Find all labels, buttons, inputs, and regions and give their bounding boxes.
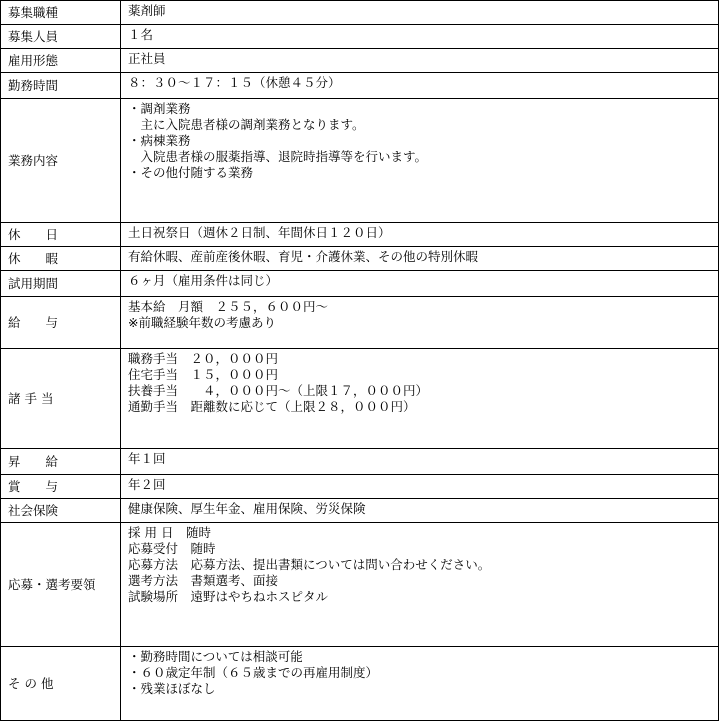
value-line: 試験場所 遠野はやちねホスピタル: [128, 589, 329, 604]
value-line: 扶養手当 ４，０００円～（上限１７，０００円）: [128, 383, 429, 398]
row-label: 社会保険: [1, 499, 121, 523]
value-line: 有給休暇、産前産後休暇、育児・介護休業、その他の特別休暇: [128, 249, 479, 264]
row-working-hours: [1, 73, 719, 99]
row-headcount: [1, 25, 719, 49]
row-holidays: [1, 223, 719, 247]
row-value: [121, 523, 719, 647]
row-label: 応募・選考要領: [1, 523, 121, 647]
row-value: [121, 25, 719, 49]
value-line: ・病棟業務: [128, 133, 191, 148]
value-line: ・その他付随する業務: [128, 165, 254, 180]
value-line: 入院患者様の服薬指導、退院時指導等を行います。: [128, 149, 428, 164]
value-line: 基本給 月額 ２５５，６００円～: [128, 299, 329, 314]
value-line: 選考方法 書類選考、面接: [128, 573, 279, 588]
row-label: 賞 与: [1, 475, 121, 499]
value-line: 応募方法 応募方法、提出書類については問い合わせください。: [128, 557, 491, 572]
row-salary: [1, 297, 719, 349]
value-line: 職務手当 ２０，０００円: [128, 351, 279, 366]
row-value: [121, 271, 719, 297]
row-value: [121, 297, 719, 349]
row-other: [1, 647, 719, 721]
row-label: 募集職種: [1, 1, 121, 25]
row-label: 雇用形態: [1, 49, 121, 73]
row-label: 休 暇: [1, 247, 121, 271]
row-value: [121, 1, 719, 25]
row-label: 募集人員: [1, 25, 121, 49]
row-leave: [1, 247, 719, 271]
value-line: 薬剤師: [128, 3, 166, 18]
value-line: 年１回: [128, 451, 166, 466]
value-line: 主に入院患者様の調剤業務となります。: [128, 117, 365, 132]
row-label: そ の 他: [1, 647, 121, 721]
value-line: 土日祝祭日（週休２日制、年間休日１２０日）: [128, 225, 391, 240]
row-employment-type: [1, 49, 719, 73]
value-line: ※前職経験年数の考慮あり: [128, 315, 276, 330]
row-label: 休 日: [1, 223, 121, 247]
row-social-insurance: [1, 499, 719, 523]
row-allowances: [1, 349, 719, 449]
row-value: [121, 499, 719, 523]
value-line: １名: [128, 27, 154, 42]
row-value: [121, 99, 719, 223]
row-job-type: [1, 1, 719, 25]
row-label: 諸 手 当: [1, 349, 121, 449]
row-bonus: [1, 475, 719, 499]
row-label: 勤務時間: [1, 73, 121, 99]
value-line: ・勤務時間については相談可能: [128, 649, 303, 664]
value-line: ・残業ほぼなし: [128, 681, 216, 696]
row-value: [121, 475, 719, 499]
value-line: 健康保険、厚生年金、雇用保険、労災保険: [128, 501, 366, 516]
value-line: 応募受付 随時: [128, 541, 216, 556]
row-label: 業務内容: [1, 99, 121, 223]
row-application: [1, 523, 719, 647]
value-line: ・調剤業務: [128, 101, 191, 116]
row-value: [121, 247, 719, 271]
row-raise: [1, 449, 719, 475]
value-line: ・６０歳定年制（６５歳までの再雇用制度）: [128, 665, 379, 680]
row-value: [121, 449, 719, 475]
value-line: 年２回: [128, 477, 166, 492]
row-trial-period: [1, 271, 719, 297]
row-label: 試用期間: [1, 271, 121, 297]
row-value: [121, 49, 719, 73]
row-value: [121, 223, 719, 247]
value-line: ６ヶ月（雇用条件は同じ）: [128, 273, 279, 288]
value-line: 採 用 日 随時: [128, 525, 211, 540]
row-label: 給 与: [1, 297, 121, 349]
row-value: [121, 349, 719, 449]
value-line: 通勤手当 距離数に応じて（上限２８，０００円）: [128, 399, 416, 414]
row-label: 昇 給: [1, 449, 121, 475]
value-line: ８：３０～１７：１５（休憩４５分）: [128, 75, 341, 90]
row-value: [121, 647, 719, 721]
value-line: 住宅手当 １５，０００円: [128, 367, 279, 382]
row-job-description: [1, 99, 719, 223]
row-value: [121, 73, 719, 99]
value-line: 正社員: [128, 51, 166, 66]
